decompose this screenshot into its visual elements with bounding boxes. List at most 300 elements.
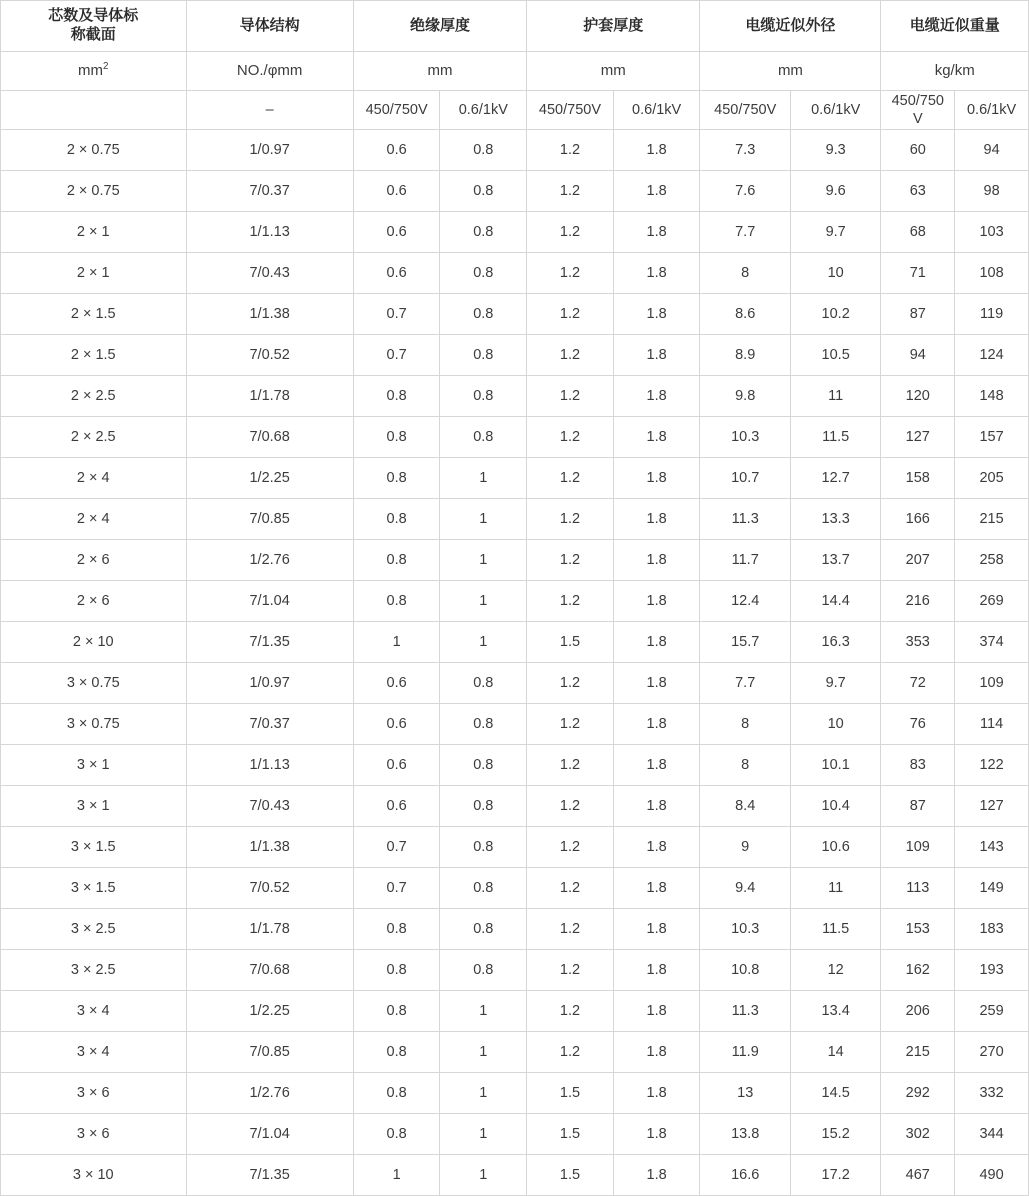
cell-sheath-450-750v: 1.2 — [527, 212, 614, 253]
cell-weight-06-1kv: 143 — [955, 827, 1029, 868]
cell-weight-450-750v: 113 — [881, 868, 955, 909]
table-row — [1, 991, 1029, 1032]
cell-diameter-450-750v: 7.7 — [700, 212, 790, 253]
cell-diameter-450-750v: 10.3 — [700, 417, 790, 458]
cell-diameter-06-1kv: 9.7 — [790, 663, 880, 704]
cell-core-size: 3 × 1 — [1, 745, 187, 786]
cell-core-size: 3 × 10 — [1, 1155, 187, 1196]
cell-insulation-450-750v: 0.7 — [353, 827, 440, 868]
cell-conductor-structure: 7/0.37 — [186, 704, 353, 745]
table-row — [1, 458, 1029, 499]
header-conductor-structure: 导体结构 — [186, 1, 353, 52]
cell-conductor-structure: 1/1.78 — [186, 909, 353, 950]
cell-insulation-06-1kv: 0.8 — [440, 253, 527, 294]
cell-insulation-450-750v: 0.8 — [353, 950, 440, 991]
table-row — [1, 704, 1029, 745]
cell-weight-450-750v: 158 — [881, 458, 955, 499]
cell-insulation-06-1kv: 0.8 — [440, 171, 527, 212]
table-row — [1, 171, 1029, 212]
voltage-insulation-06-1kv: 0.6/1kV — [440, 91, 527, 130]
cell-insulation-06-1kv: 0.8 — [440, 417, 527, 458]
cell-sheath-450-750v: 1.5 — [527, 1114, 614, 1155]
cell-insulation-450-750v: 0.7 — [353, 335, 440, 376]
cell-insulation-06-1kv: 1 — [440, 581, 527, 622]
cell-diameter-06-1kv: 11.5 — [790, 909, 880, 950]
cell-sheath-06-1kv: 1.8 — [613, 827, 700, 868]
header-cable-outer-diameter: 电缆近似外径 — [700, 1, 881, 52]
table-row — [1, 581, 1029, 622]
cell-diameter-450-750v: 12.4 — [700, 581, 790, 622]
cell-insulation-450-750v: 0.8 — [353, 1032, 440, 1073]
cell-sheath-06-1kv: 1.8 — [613, 499, 700, 540]
cell-sheath-450-750v: 1.2 — [527, 417, 614, 458]
cell-diameter-06-1kv: 9.7 — [790, 212, 880, 253]
cell-diameter-450-750v: 11.9 — [700, 1032, 790, 1073]
cell-diameter-450-750v: 7.6 — [700, 171, 790, 212]
cell-core-size: 2 × 6 — [1, 540, 187, 581]
cell-diameter-06-1kv: 13.3 — [790, 499, 880, 540]
cell-sheath-06-1kv: 1.8 — [613, 130, 700, 171]
cell-core-size: 3 × 0.75 — [1, 663, 187, 704]
cell-insulation-450-750v: 0.8 — [353, 581, 440, 622]
cell-core-size: 2 × 1 — [1, 212, 187, 253]
cell-weight-06-1kv: 119 — [955, 294, 1029, 335]
cell-sheath-450-750v: 1.2 — [527, 786, 614, 827]
table-row — [1, 909, 1029, 950]
cell-weight-06-1kv: 490 — [955, 1155, 1029, 1196]
table-row — [1, 540, 1029, 581]
table-row — [1, 622, 1029, 663]
cell-diameter-450-750v: 13 — [700, 1073, 790, 1114]
header-row-voltages — [1, 91, 1029, 130]
cell-sheath-450-750v: 1.2 — [527, 950, 614, 991]
cell-insulation-450-750v: 0.8 — [353, 1073, 440, 1114]
cell-conductor-structure: 1/1.13 — [186, 745, 353, 786]
cell-conductor-structure: 1/2.25 — [186, 458, 353, 499]
cell-weight-450-750v: 68 — [881, 212, 955, 253]
cell-sheath-06-1kv: 1.8 — [613, 458, 700, 499]
cell-sheath-06-1kv: 1.8 — [613, 745, 700, 786]
cell-diameter-450-750v: 7.3 — [700, 130, 790, 171]
cell-diameter-450-750v: 7.7 — [700, 663, 790, 704]
cell-conductor-structure: 7/1.35 — [186, 1155, 353, 1196]
voltage-insulation-450-750v: 450/750V — [353, 91, 440, 130]
cell-weight-06-1kv: 127 — [955, 786, 1029, 827]
cell-core-size: 2 × 1.5 — [1, 294, 187, 335]
cell-diameter-06-1kv: 10.6 — [790, 827, 880, 868]
cell-sheath-06-1kv: 1.8 — [613, 417, 700, 458]
cell-diameter-06-1kv: 17.2 — [790, 1155, 880, 1196]
cell-sheath-450-750v: 1.2 — [527, 335, 614, 376]
cell-core-size: 2 × 4 — [1, 499, 187, 540]
cell-weight-450-750v: 109 — [881, 827, 955, 868]
cell-weight-06-1kv: 270 — [955, 1032, 1029, 1073]
cell-sheath-450-750v: 1.2 — [527, 130, 614, 171]
cell-conductor-structure: 1/0.97 — [186, 130, 353, 171]
table-row — [1, 294, 1029, 335]
cell-sheath-06-1kv: 1.8 — [613, 950, 700, 991]
cell-insulation-06-1kv: 0.8 — [440, 868, 527, 909]
cell-weight-450-750v: 353 — [881, 622, 955, 663]
cell-insulation-06-1kv: 1 — [440, 499, 527, 540]
cell-conductor-structure: 1/2.25 — [186, 991, 353, 1032]
cell-sheath-06-1kv: 1.8 — [613, 909, 700, 950]
cell-diameter-450-750v: 8 — [700, 253, 790, 294]
cell-conductor-structure: 7/0.52 — [186, 868, 353, 909]
cell-diameter-450-750v: 10.3 — [700, 909, 790, 950]
cell-sheath-06-1kv: 1.8 — [613, 1155, 700, 1196]
cell-weight-06-1kv: 94 — [955, 130, 1029, 171]
cell-diameter-06-1kv: 15.2 — [790, 1114, 880, 1155]
cell-conductor-structure: 1/1.38 — [186, 827, 353, 868]
unit-conductor-structure: NO./φmm — [186, 52, 353, 91]
cell-conductor-structure: 7/0.85 — [186, 499, 353, 540]
cell-core-size: 2 × 4 — [1, 458, 187, 499]
cell-diameter-06-1kv: 16.3 — [790, 622, 880, 663]
cell-weight-06-1kv: 374 — [955, 622, 1029, 663]
cell-conductor-structure: 1/0.97 — [186, 663, 353, 704]
table-row — [1, 253, 1029, 294]
cell-weight-06-1kv: 98 — [955, 171, 1029, 212]
cell-diameter-06-1kv: 11 — [790, 376, 880, 417]
cell-weight-06-1kv: 258 — [955, 540, 1029, 581]
cell-weight-450-750v: 83 — [881, 745, 955, 786]
cell-weight-450-750v: 153 — [881, 909, 955, 950]
table-row — [1, 212, 1029, 253]
cell-conductor-structure: 1/1.13 — [186, 212, 353, 253]
voltage-diameter-06-1kv: 0.6/1kV — [790, 91, 880, 130]
cell-conductor-structure: 1/1.38 — [186, 294, 353, 335]
cell-sheath-06-1kv: 1.8 — [613, 335, 700, 376]
cell-core-size: 3 × 4 — [1, 1032, 187, 1073]
cell-sheath-450-750v: 1.2 — [527, 868, 614, 909]
cell-core-size: 3 × 1.5 — [1, 827, 187, 868]
cell-insulation-06-1kv: 0.8 — [440, 950, 527, 991]
cell-diameter-06-1kv: 14.4 — [790, 581, 880, 622]
cell-weight-06-1kv: 193 — [955, 950, 1029, 991]
table-row — [1, 868, 1029, 909]
cell-conductor-structure: 7/0.68 — [186, 417, 353, 458]
cell-diameter-06-1kv: 10.1 — [790, 745, 880, 786]
cell-conductor-structure: 7/0.85 — [186, 1032, 353, 1073]
cell-weight-06-1kv: 259 — [955, 991, 1029, 1032]
cell-weight-06-1kv: 103 — [955, 212, 1029, 253]
cell-sheath-06-1kv: 1.8 — [613, 294, 700, 335]
cell-core-size: 3 × 2.5 — [1, 950, 187, 991]
table-row — [1, 1032, 1029, 1073]
unit-sheath-thickness: mm — [527, 52, 700, 91]
cell-weight-450-750v: 94 — [881, 335, 955, 376]
cell-weight-06-1kv: 183 — [955, 909, 1029, 950]
table-row — [1, 417, 1029, 458]
cell-sheath-450-750v: 1.5 — [527, 1155, 614, 1196]
cell-conductor-structure: 1/1.78 — [186, 376, 353, 417]
cell-sheath-450-750v: 1.2 — [527, 827, 614, 868]
cell-core-size: 3 × 1 — [1, 786, 187, 827]
cell-diameter-450-750v: 9.8 — [700, 376, 790, 417]
cell-diameter-450-750v: 11.3 — [700, 991, 790, 1032]
voltage-weight-06-1kv: 0.6/1kV — [955, 91, 1029, 130]
unit-insulation-thickness: mm — [353, 52, 526, 91]
cell-weight-450-750v: 120 — [881, 376, 955, 417]
cell-insulation-06-1kv: 0.8 — [440, 130, 527, 171]
cell-core-size: 3 × 6 — [1, 1073, 187, 1114]
cell-weight-450-750v: 71 — [881, 253, 955, 294]
cell-sheath-06-1kv: 1.8 — [613, 704, 700, 745]
cell-weight-450-750v: 467 — [881, 1155, 955, 1196]
cell-weight-450-750v: 127 — [881, 417, 955, 458]
cell-insulation-450-750v: 0.8 — [353, 499, 440, 540]
cell-weight-06-1kv: 344 — [955, 1114, 1029, 1155]
table-row — [1, 663, 1029, 704]
cell-sheath-450-750v: 1.2 — [527, 745, 614, 786]
cell-conductor-structure: 7/1.04 — [186, 581, 353, 622]
cell-sheath-06-1kv: 1.8 — [613, 991, 700, 1032]
cell-diameter-450-750v: 11.3 — [700, 499, 790, 540]
cell-diameter-06-1kv: 14.5 — [790, 1073, 880, 1114]
cell-insulation-450-750v: 0.8 — [353, 417, 440, 458]
cell-weight-450-750v: 162 — [881, 950, 955, 991]
cell-diameter-06-1kv: 13.7 — [790, 540, 880, 581]
cell-sheath-06-1kv: 1.8 — [613, 581, 700, 622]
cell-insulation-06-1kv: 1 — [440, 1114, 527, 1155]
table-row — [1, 950, 1029, 991]
cell-diameter-450-750v: 8 — [700, 745, 790, 786]
cell-insulation-450-750v: 0.7 — [353, 868, 440, 909]
cell-diameter-450-750v: 13.8 — [700, 1114, 790, 1155]
table-row — [1, 1114, 1029, 1155]
table-row — [1, 745, 1029, 786]
cell-sheath-06-1kv: 1.8 — [613, 253, 700, 294]
voltage-conductor-structure: – — [186, 91, 353, 130]
cell-insulation-450-750v: 1 — [353, 622, 440, 663]
cell-insulation-450-750v: 0.8 — [353, 909, 440, 950]
cell-diameter-06-1kv: 9.6 — [790, 171, 880, 212]
cell-sheath-06-1kv: 1.8 — [613, 171, 700, 212]
cell-insulation-06-1kv: 1 — [440, 622, 527, 663]
cell-core-size: 2 × 1.5 — [1, 335, 187, 376]
cell-sheath-06-1kv: 1.8 — [613, 622, 700, 663]
cell-diameter-06-1kv: 10 — [790, 704, 880, 745]
table-header — [1, 1, 1029, 130]
cell-weight-450-750v: 206 — [881, 991, 955, 1032]
cell-weight-06-1kv: 148 — [955, 376, 1029, 417]
cell-diameter-06-1kv: 14 — [790, 1032, 880, 1073]
cell-insulation-06-1kv: 0.8 — [440, 704, 527, 745]
cell-diameter-450-750v: 10.8 — [700, 950, 790, 991]
cell-diameter-450-750v: 8.4 — [700, 786, 790, 827]
cell-insulation-06-1kv: 1 — [440, 458, 527, 499]
cell-insulation-06-1kv: 1 — [440, 1073, 527, 1114]
cell-sheath-450-750v: 1.2 — [527, 581, 614, 622]
unit-core-size: $mm^2$ — [1, 52, 187, 91]
cell-insulation-450-750v: 0.6 — [353, 212, 440, 253]
cell-conductor-structure: 7/0.43 — [186, 253, 353, 294]
cell-weight-06-1kv: 122 — [955, 745, 1029, 786]
cell-diameter-450-750v: 8 — [700, 704, 790, 745]
cell-sheath-450-750v: 1.2 — [527, 376, 614, 417]
cell-insulation-450-750v: 0.7 — [353, 294, 440, 335]
cell-weight-06-1kv: 114 — [955, 704, 1029, 745]
cell-insulation-450-750v: 0.6 — [353, 253, 440, 294]
cell-weight-06-1kv: 332 — [955, 1073, 1029, 1114]
cell-insulation-06-1kv: 1 — [440, 991, 527, 1032]
cell-conductor-structure: 1/2.76 — [186, 1073, 353, 1114]
cell-diameter-450-750v: 16.6 — [700, 1155, 790, 1196]
cell-conductor-structure: 7/0.68 — [186, 950, 353, 991]
cell-weight-450-750v: 76 — [881, 704, 955, 745]
cell-sheath-450-750v: 1.2 — [527, 663, 614, 704]
cell-insulation-06-1kv: 1 — [440, 1155, 527, 1196]
cell-diameter-450-750v: 9.4 — [700, 868, 790, 909]
cell-weight-06-1kv: 124 — [955, 335, 1029, 376]
cell-insulation-450-750v: 0.6 — [353, 663, 440, 704]
voltage-sheath-06-1kv: 0.6/1kV — [613, 91, 700, 130]
cell-sheath-06-1kv: 1.8 — [613, 786, 700, 827]
cell-insulation-06-1kv: 0.8 — [440, 663, 527, 704]
header-row-group-labels — [1, 1, 1029, 52]
cell-sheath-06-1kv: 1.8 — [613, 376, 700, 417]
cell-sheath-450-750v: 1.2 — [527, 253, 614, 294]
voltage-weight-450-750v: 450/750 V — [881, 91, 955, 130]
table-row — [1, 130, 1029, 171]
cell-core-size: 2 × 10 — [1, 622, 187, 663]
cell-diameter-450-750v: 8.6 — [700, 294, 790, 335]
cell-diameter-06-1kv: 10.5 — [790, 335, 880, 376]
cell-core-size: 2 × 0.75 — [1, 130, 187, 171]
table-row — [1, 827, 1029, 868]
header-insulation-thickness: 绝缘厚度 — [353, 1, 526, 52]
cell-core-size: 3 × 2.5 — [1, 909, 187, 950]
cell-insulation-450-750v: 0.6 — [353, 171, 440, 212]
cell-diameter-06-1kv: 11 — [790, 868, 880, 909]
cell-sheath-450-750v: 1.2 — [527, 991, 614, 1032]
header-row-units — [1, 52, 1029, 91]
header-core-size: 芯数及导体标 称截面 — [1, 1, 187, 52]
cell-diameter-06-1kv: 9.3 — [790, 130, 880, 171]
cell-insulation-450-750v: 0.8 — [353, 1114, 440, 1155]
cell-diameter-06-1kv: 11.5 — [790, 417, 880, 458]
cell-sheath-450-750v: 1.5 — [527, 1073, 614, 1114]
cell-core-size: 3 × 1.5 — [1, 868, 187, 909]
cell-insulation-06-1kv: 1 — [440, 540, 527, 581]
cell-conductor-structure: 7/0.52 — [186, 335, 353, 376]
cell-insulation-06-1kv: 0.8 — [440, 212, 527, 253]
cell-core-size: 3 × 0.75 — [1, 704, 187, 745]
cell-insulation-06-1kv: 0.8 — [440, 745, 527, 786]
table-row — [1, 376, 1029, 417]
table-row — [1, 1073, 1029, 1114]
cell-diameter-450-750v: 11.7 — [700, 540, 790, 581]
cell-weight-06-1kv: 205 — [955, 458, 1029, 499]
cell-insulation-450-750v: 0.8 — [353, 540, 440, 581]
cell-diameter-06-1kv: 10.4 — [790, 786, 880, 827]
cell-core-size: 2 × 2.5 — [1, 376, 187, 417]
cell-diameter-450-750v: 10.7 — [700, 458, 790, 499]
table-row — [1, 335, 1029, 376]
cell-weight-06-1kv: 109 — [955, 663, 1029, 704]
cell-diameter-06-1kv: 12 — [790, 950, 880, 991]
cell-weight-06-1kv: 215 — [955, 499, 1029, 540]
cell-insulation-450-750v: 1 — [353, 1155, 440, 1196]
cell-sheath-450-750v: 1.2 — [527, 704, 614, 745]
cell-insulation-450-750v: 0.8 — [353, 458, 440, 499]
cell-sheath-06-1kv: 1.8 — [613, 540, 700, 581]
cell-weight-450-750v: 302 — [881, 1114, 955, 1155]
cell-weight-450-750v: 63 — [881, 171, 955, 212]
unit-superscript: 2 — [103, 61, 109, 73]
cell-insulation-06-1kv: 0.8 — [440, 909, 527, 950]
cell-sheath-06-1kv: 1.8 — [613, 1114, 700, 1155]
cell-core-size: 3 × 4 — [1, 991, 187, 1032]
cell-conductor-structure: 1/2.76 — [186, 540, 353, 581]
cell-sheath-06-1kv: 1.8 — [613, 663, 700, 704]
cell-core-size: 2 × 6 — [1, 581, 187, 622]
cell-diameter-06-1kv: 10 — [790, 253, 880, 294]
cell-sheath-450-750v: 1.5 — [527, 622, 614, 663]
table-row — [1, 786, 1029, 827]
cell-sheath-450-750v: 1.2 — [527, 540, 614, 581]
table-body — [1, 130, 1029, 1196]
cell-weight-06-1kv: 269 — [955, 581, 1029, 622]
cell-insulation-06-1kv: 0.8 — [440, 294, 527, 335]
cell-sheath-450-750v: 1.2 — [527, 909, 614, 950]
cell-weight-450-750v: 87 — [881, 294, 955, 335]
voltage-sheath-450-750v: 450/750V — [527, 91, 614, 130]
cell-insulation-06-1kv: 0.8 — [440, 786, 527, 827]
cell-sheath-06-1kv: 1.8 — [613, 868, 700, 909]
cell-weight-450-750v: 72 — [881, 663, 955, 704]
cell-weight-450-750v: 87 — [881, 786, 955, 827]
cell-diameter-450-750v: 9 — [700, 827, 790, 868]
cell-conductor-structure: 7/0.43 — [186, 786, 353, 827]
cell-insulation-450-750v: 0.6 — [353, 704, 440, 745]
table-row — [1, 499, 1029, 540]
cell-core-size: 3 × 6 — [1, 1114, 187, 1155]
cell-weight-06-1kv: 157 — [955, 417, 1029, 458]
unit-weight: kg/km — [881, 52, 1029, 91]
cell-insulation-450-750v: 0.8 — [353, 991, 440, 1032]
cell-weight-450-750v: 215 — [881, 1032, 955, 1073]
cell-weight-450-750v: 216 — [881, 581, 955, 622]
cell-conductor-structure: 7/0.37 — [186, 171, 353, 212]
cell-diameter-06-1kv: 13.4 — [790, 991, 880, 1032]
cell-core-size: 2 × 2.5 — [1, 417, 187, 458]
cell-core-size: 2 × 1 — [1, 253, 187, 294]
cell-sheath-450-750v: 1.2 — [527, 1032, 614, 1073]
cell-sheath-06-1kv: 1.8 — [613, 1073, 700, 1114]
cell-insulation-06-1kv: 0.8 — [440, 376, 527, 417]
cell-insulation-450-750v: 0.6 — [353, 745, 440, 786]
cell-diameter-450-750v: 8.9 — [700, 335, 790, 376]
cell-sheath-06-1kv: 1.8 — [613, 212, 700, 253]
header-cable-weight: 电缆近似重量 — [881, 1, 1029, 52]
cell-sheath-450-750v: 1.2 — [527, 499, 614, 540]
cell-insulation-450-750v: 0.6 — [353, 786, 440, 827]
cell-weight-06-1kv: 149 — [955, 868, 1029, 909]
cell-insulation-450-750v: 0.6 — [353, 130, 440, 171]
cell-sheath-06-1kv: 1.8 — [613, 1032, 700, 1073]
cell-diameter-06-1kv: 12.7 — [790, 458, 880, 499]
cell-sheath-450-750v: 1.2 — [527, 458, 614, 499]
cell-diameter-450-750v: 15.7 — [700, 622, 790, 663]
cell-insulation-450-750v: 0.8 — [353, 376, 440, 417]
cell-weight-450-750v: 166 — [881, 499, 955, 540]
voltage-diameter-450-750v: 450/750V — [700, 91, 790, 130]
cell-insulation-06-1kv: 0.8 — [440, 827, 527, 868]
cell-core-size: 2 × 0.75 — [1, 171, 187, 212]
cell-insulation-06-1kv: 0.8 — [440, 335, 527, 376]
